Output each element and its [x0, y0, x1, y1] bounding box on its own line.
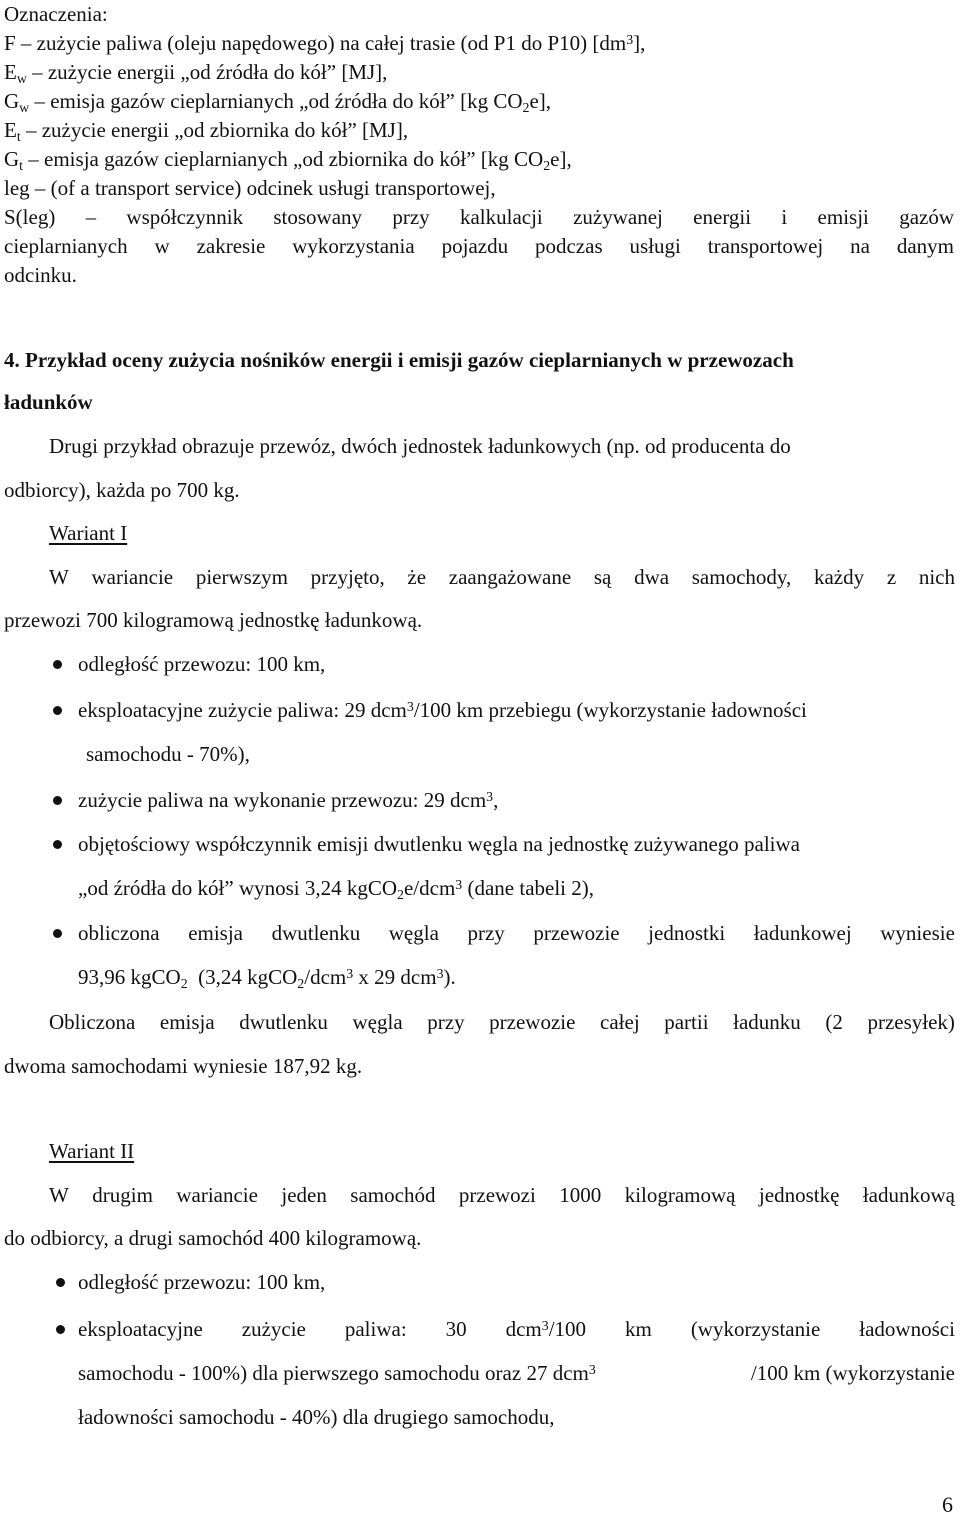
page-number — [942, 1492, 953, 1518]
variant1-bullet2-cont — [86, 744, 250, 765]
page-number-text: 6 — [942, 1492, 953, 1517]
word: z — [886, 565, 897, 589]
variant2-title-text: Wariant II — [49, 1139, 135, 1163]
intro-line2 — [4, 480, 240, 501]
word: partii — [664, 1010, 709, 1034]
variant1-bullet3-a: zużycie paliwa na wykonanie przewozu: 29 dcm — [78, 788, 487, 812]
word: kilogramową — [624, 1183, 736, 1207]
variant1-bullet5-e: ). — [443, 965, 456, 989]
legend-sleg-line3-text: odcinku. — [4, 263, 77, 287]
legend-gt — [4, 147, 572, 173]
variant2-bullet2-unit — [506, 1319, 586, 1340]
bullet-dot — [56, 1278, 65, 1287]
word: transportowej — [707, 234, 824, 258]
word: emisja — [188, 921, 244, 945]
legend-ew — [4, 60, 388, 86]
legend-f-sup: 3 — [626, 31, 634, 47]
variant2-bullet2-line2-left — [78, 1363, 596, 1384]
variant1-bullet1 — [78, 654, 325, 675]
word: kalkulacji — [459, 205, 543, 229]
variant2-title — [49, 1141, 134, 1162]
variant1-title — [49, 523, 127, 544]
legend-gt-sub: t — [19, 157, 24, 173]
word: – — [85, 205, 97, 229]
word: ładunku — [733, 1010, 801, 1034]
variant2-bullet2-word: paliwa: — [344, 1317, 407, 1341]
intro-line2-text: odbiorcy), każda po 700 kg. — [4, 478, 240, 502]
legend-header — [4, 4, 108, 25]
variant2-bullet2-line2-a: samochodu - 100%) dla pierwszego samochodu oraz 27 dcm — [78, 1361, 589, 1385]
variant1-bullet5-cont — [78, 965, 456, 991]
variant1-bullet5-sup2: 3 — [436, 965, 444, 981]
legend-leg-text: leg – (of a transport service) odcinek usługi transportowej, — [4, 176, 496, 200]
variant2-bullet2-unit-tail: /100 — [548, 1317, 587, 1341]
word: emisji — [817, 205, 869, 229]
legend-sleg-line3 — [4, 265, 77, 286]
word: pojazdu — [441, 234, 509, 258]
word: nich — [918, 565, 955, 589]
variant1-desc-line2 — [4, 610, 422, 631]
legend-gt-symbol: G — [4, 147, 20, 171]
word: wariancie — [91, 565, 174, 589]
legend-et-text: – zużycie energii „od zbiornika do kół” [MJ], — [20, 118, 409, 142]
variant1-bullet2-a: eksploatacyjne zużycie paliwa: 29 dcm — [78, 698, 407, 722]
variant1-bullet4-a: „od źródła do kół” wynosi 3,24 kgCO — [78, 876, 398, 900]
word: stosowany — [273, 205, 363, 229]
legend-et-symbol: E — [4, 118, 17, 142]
word: drugim — [92, 1183, 153, 1207]
legend-gw — [4, 89, 552, 115]
variant1-bullet5-line1 — [78, 923, 955, 944]
legend-gt-suffix: e], — [550, 147, 572, 171]
variant1-bullet2 — [78, 700, 807, 721]
word: dwa — [634, 565, 670, 589]
legend-gw-co2-sub: 2 — [522, 99, 530, 115]
word: energii — [693, 205, 752, 229]
word: przyjęto, — [310, 565, 385, 589]
variant1-title-text: Wariant I — [49, 521, 128, 545]
word: S(leg) — [4, 205, 56, 229]
word: każdy — [813, 565, 865, 589]
variant1-bullet4-line1: objętościowy współczynnik emisji dwutlenku węgla na jednostkę zużywanego paliwa — [78, 832, 800, 856]
variant2-bullet1-text: odległość przewozu: 100 km, — [78, 1270, 326, 1294]
variant2-bullet2-word: km — [625, 1317, 652, 1341]
variant2-desc-line2 — [4, 1228, 421, 1249]
variant2-bullet2-line1 — [78, 1319, 955, 1340]
word: przewozie — [489, 1010, 576, 1034]
word: są — [593, 565, 612, 589]
variant1-bullet4-b: e/dcm — [403, 876, 456, 900]
word: zakresie — [196, 234, 266, 258]
variant2-bullet2-unit-sup: 3 — [541, 1317, 549, 1333]
word: samochód — [350, 1183, 436, 1207]
variant2-bullet2-line2 — [78, 1363, 955, 1384]
variant1-bullet3-sup: 3 — [486, 788, 494, 804]
word: wykorzystania — [292, 234, 415, 258]
variant1-bullet4 — [78, 834, 800, 855]
legend-gw-sub: w — [19, 99, 30, 115]
section-heading-line1: 4. Przykład oceny zużycia nośników energii i emisji gazów cieplarnianych w przewozach — [4, 348, 794, 372]
section-heading-line2: ładunków — [4, 390, 93, 414]
legend-f — [4, 33, 645, 54]
word: zużywanej — [573, 205, 663, 229]
word: emisja — [159, 1010, 215, 1034]
word: 1000 — [559, 1183, 602, 1207]
variant2-bullet2-word: (wykorzystanie — [690, 1317, 821, 1341]
variant1-bullet5-c: /dcm — [304, 965, 347, 989]
legend-f-text: F – zużycie paliwa (oleju napędowego) na całej trasie (od P1 do P10) [dm — [4, 31, 627, 55]
legend-gt-co2-sub: 2 — [543, 157, 551, 173]
variant2-desc-line1 — [49, 1185, 955, 1206]
word: współczynnik — [126, 205, 244, 229]
variant1-bullet4-cont — [78, 876, 595, 902]
variant2-bullet2-unit-text: dcm — [505, 1317, 542, 1341]
legend-ew-sub: w — [16, 70, 27, 86]
legend-gw-symbol: G — [4, 89, 20, 113]
legend-et-sub: t — [16, 128, 21, 144]
legend-gw-suffix: e], — [529, 89, 552, 113]
variant1-bullet4-sup: 3 — [455, 876, 463, 892]
variant1-summary-line2 — [4, 1056, 362, 1077]
variant1-bullet3-b: , — [493, 788, 499, 812]
word: jednostkę — [758, 1183, 840, 1207]
bullet-dot — [53, 660, 62, 669]
word: danym — [896, 234, 954, 258]
word: zaangażowane — [448, 565, 572, 589]
variant2-bullet2-word: 30 — [445, 1317, 467, 1341]
word: jeden — [281, 1183, 327, 1207]
variant1-bullet3 — [78, 790, 498, 811]
legend-sleg-line2 — [4, 236, 954, 257]
word: gazów — [899, 205, 954, 229]
legend-f-suffix: ], — [633, 31, 646, 55]
variant1-bullet5-sub2: 2 — [297, 975, 305, 991]
variant2-bullet1 — [78, 1272, 325, 1293]
variant1-bullet4-c: (dane tabeli 2), — [462, 876, 595, 900]
variant1-desc-line1 — [49, 567, 955, 588]
word: przesyłek) — [867, 1010, 955, 1034]
variant1-bullet4-sub: 2 — [397, 886, 404, 902]
word: przewozi — [458, 1183, 536, 1207]
word: pierwszym — [195, 565, 288, 589]
word: przy — [467, 921, 505, 945]
variant1-bullet2-line2: samochodu - 70%), — [86, 742, 250, 766]
legend-ew-symbol: E — [4, 60, 17, 84]
word: i — [781, 205, 788, 229]
variant1-bullet5-sub1: 2 — [180, 975, 188, 991]
intro-line1 — [49, 436, 791, 457]
word: podczas — [534, 234, 603, 258]
bullet-dot — [53, 929, 62, 938]
variant1-summary-line2-text: dwoma samochodami wyniesie 187,92 kg. — [4, 1054, 363, 1078]
word: obliczona — [78, 921, 160, 945]
variant2-bullet2-word: eksploatacyjne — [78, 1317, 203, 1341]
legend-sleg-line1 — [4, 207, 954, 228]
variant1-summary-line1 — [49, 1012, 955, 1033]
word: W — [49, 565, 69, 589]
word: węgla — [352, 1010, 403, 1034]
intro-line1-text: Drugi przykład obrazuje przewóz, dwóch jednostek ładunkowych (np. od producenta do — [49, 434, 791, 458]
variant1-bullet1-text: odległość przewozu: 100 km, — [78, 652, 326, 676]
legend-ew-text: – zużycie energii „od źródła do kół” [MJ], — [26, 60, 388, 84]
variant1-bullet2-b: /100 km przebiegu (wykorzystanie ładowności — [413, 698, 807, 722]
word: ładunkową — [862, 1183, 955, 1207]
word: wariancie — [176, 1183, 258, 1207]
word: dwutlenku — [271, 921, 361, 945]
word: cieplarnianych — [4, 234, 128, 258]
variant1-bullet2-sup: 3 — [406, 698, 414, 714]
legend-et — [4, 118, 409, 144]
variant2-desc-line2-text: do odbiorcy, a drugi samochód 400 kilogramową. — [4, 1226, 422, 1250]
word: Obliczona — [49, 1010, 136, 1034]
bullet-dot — [53, 706, 62, 715]
variant1-bullet5-b: (3,24 kgCO — [187, 965, 298, 989]
variant1-bullet5-d: x 29 dcm — [353, 965, 437, 989]
variant2-bullet2-line3 — [78, 1407, 554, 1428]
variant1-bullet5-a: 93,96 kgCO — [78, 965, 181, 989]
word: przy — [392, 205, 430, 229]
bullet-dot — [53, 840, 62, 849]
variant1-bullet5-sup1: 3 — [346, 965, 354, 981]
legend-leg — [4, 178, 496, 199]
word: że — [407, 565, 427, 589]
word: całej — [600, 1010, 640, 1034]
legend-header-text: Oznaczenia: — [4, 2, 108, 26]
word: W — [49, 1183, 69, 1207]
word: ładunkowej — [753, 921, 852, 945]
section-heading-cont — [4, 392, 93, 413]
bullet-dot — [53, 796, 62, 805]
variant2-bullet2-word: ładowności — [859, 1317, 955, 1341]
legend-gw-text: – emisja gazów cieplarnianych „od źródła do kół” [kg CO — [29, 89, 523, 113]
word: (2 — [825, 1010, 843, 1034]
variant2-bullet2-line2-sup: 3 — [588, 1361, 596, 1377]
variant1-desc-line2-text: przewozi 700 kilogramową jednostkę ładunkową. — [4, 608, 423, 632]
word: w — [154, 234, 170, 258]
variant2-bullet2-line2-b: /100 km (wykorzystanie — [750, 1361, 955, 1385]
word: dwutlenku — [239, 1010, 328, 1034]
variant2-bullet2-word: zużycie — [241, 1317, 306, 1341]
word: przewozie — [533, 921, 620, 945]
legend-gt-text: – emisja gazów cieplarnianych „od zbiornika do kół” [kg CO — [23, 147, 544, 171]
word: jednostki — [648, 921, 726, 945]
word: wyniesie — [880, 921, 955, 945]
variant2-bullet2-line3-text: ładowności samochodu - 40%) dla drugiego samochodu, — [78, 1405, 555, 1429]
bullet-dot — [56, 1325, 65, 1334]
word: węgla — [388, 921, 439, 945]
word: przy — [427, 1010, 465, 1034]
word: usługi — [629, 234, 681, 258]
section-heading — [4, 350, 794, 371]
word: na — [850, 234, 870, 258]
word: samochody, — [691, 565, 792, 589]
